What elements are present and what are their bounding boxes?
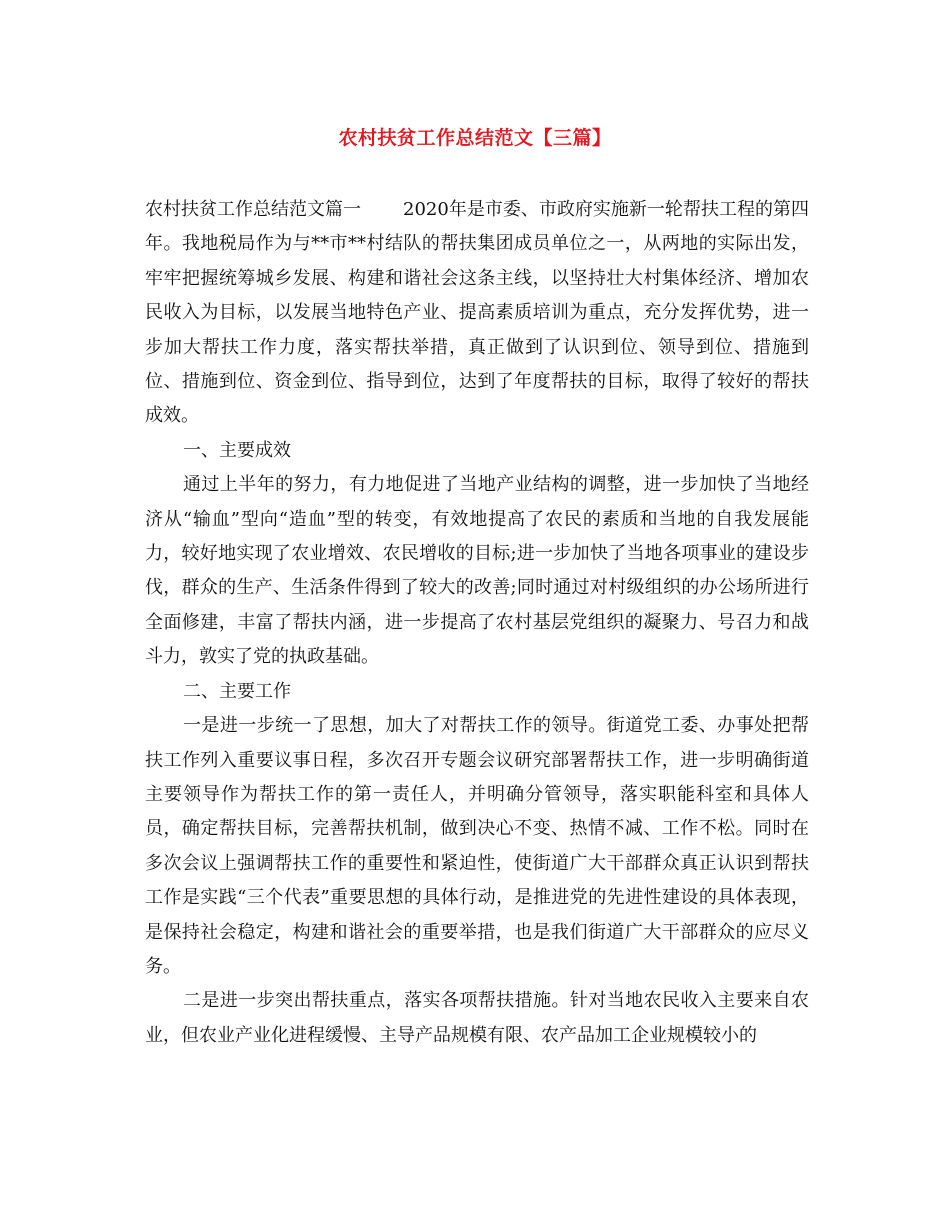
document-body	[145, 193, 809, 1053]
article-label: 农村扶贫工作总结范文篇一	[145, 199, 361, 220]
paragraph-work-1: 一是进一步统一了思想，加大了对帮扶工作的领导。街道党工委、办事处把帮扶工作列入重要议事日程，多次召开专题会议研究部署帮扶工作，进一步明确街道主要领导作为帮扶工作的第一责任人，并明确分管领导，落实职能科室和具体人员，确定帮扶目标，完善帮扶机制，做到决心不变、热情不减、工作不松。同时在多次会议上强调帮扶工作的重要性和紧迫性，使街道广大干部群众真正认识到帮扶工作是实践“三个代表”重要思想的具体行动，是推进党的先进性建设的具体表现，是保持社会稳定，构建和谐社会的重要举措，也是我们街道广大干部群众的应尽义务。	[145, 715, 809, 977]
paragraph-work-2: 二是进一步突出帮扶重点，落实各项帮扶措施。针对当地农民收入主要来自农业，但农业产业化进程缓慢、主导产品规模有限、农产品加工企业规模较小的	[145, 990, 809, 1046]
paragraph-intro-text: 2020年是市委、市政府实施新一轮帮扶工程的第四年。我地税局作为与**市**村结队的帮扶集团成员单位之一，从两地的实际出发，牢牢把握统筹城乡发展、构建和谐社会这条主线，以坚持壮大村集体经济、增加农民收入为目标，以发展当地特色产业、提高素质培训为重点，充分发挥优势，进一步加大帮扶工作力度，落实帮扶举措，真正做到了认识到位、领导到位、措施到位、措施到位、资金到位、指导到位，达到了年度帮扶的目标，取得了较好的帮扶成效。	[145, 199, 809, 427]
paragraph-results: 通过上半年的努力，有力地促进了当地产业结构的调整，进一步加快了当地经济从“输血”型向“造血”型的转变，有效地提高了农民的素质和当地的自我发展能力，较好地实现了农业增效、农民增收的目标;进一步加快了当地各项事业的建设步伐，群众的生产、生活条件得到了较大的改善;同时通过对村级组织的办公场所进行全面修建，丰富了帮扶内涵，进一步提高了农村基层党组织的凝聚力、号召力和战斗力，敦实了党的执政基础。	[145, 474, 809, 668]
section-heading-results: 一、主要成效	[183, 439, 291, 461]
section-heading-work: 二、主要工作	[183, 680, 291, 702]
document-title: 农村扶贫工作总结范文【三篇】	[338, 127, 612, 149]
paragraph-intro	[145, 193, 809, 434]
